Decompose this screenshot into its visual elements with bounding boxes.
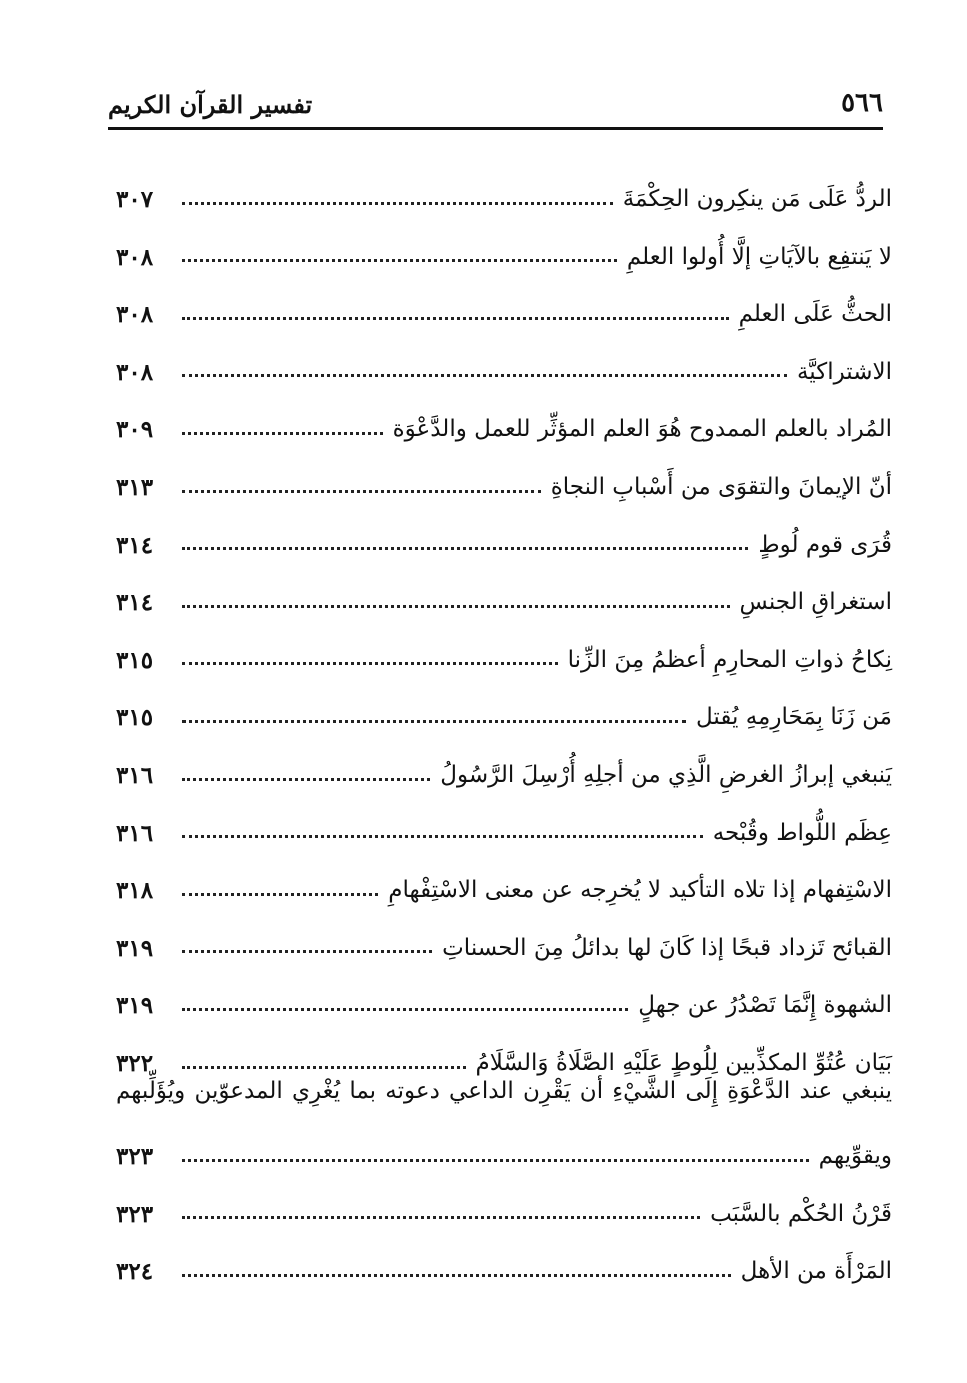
toc-entry-title: أنّ الإيمانَ والتقوَى من أَسْبابِ النجاةِ	[550, 473, 892, 500]
table-of-contents	[116, 156, 892, 1286]
toc-entry	[116, 444, 892, 502]
dot-leader	[182, 317, 729, 320]
toc-entry-multiline	[116, 1078, 892, 1171]
dot-leader	[182, 547, 748, 550]
toc-entry-title: القبائح تَزداد قبحًا إذا كَانَ لها بدائلُ مِنَ الحسناتِ	[442, 934, 892, 961]
dot-leader	[182, 950, 432, 953]
toc-entry-title: عِظَم اللُّواط وقُبْحه	[712, 819, 892, 846]
toc-entry-page: ٣٢٢	[116, 1049, 154, 1077]
toc-entry-page: ٣١٩	[116, 934, 154, 962]
toc-entry	[116, 790, 892, 848]
toc-entry-page: ٣١٥	[116, 704, 154, 732]
toc-entry	[116, 962, 892, 1020]
toc-entry-text-block	[116, 1078, 892, 1171]
toc-entry	[116, 847, 892, 905]
dot-leader	[182, 202, 613, 205]
toc-entry	[116, 1228, 892, 1286]
toc-entry-page: ٣٢٣	[116, 1142, 154, 1170]
toc-entry-title: الحثُّ عَلَى العلمِ	[738, 301, 892, 328]
toc-entry	[116, 559, 892, 617]
dot-leader	[182, 1066, 466, 1069]
toc-entry-page: ٣٢٤	[116, 1258, 154, 1286]
toc-entry	[116, 1020, 892, 1078]
toc-entry	[116, 905, 892, 963]
toc-entry-page: ٣٠٩	[116, 416, 154, 444]
header-rule	[108, 127, 883, 130]
toc-entry-title: استغراقِ الجنسِ	[739, 589, 892, 616]
toc-entry	[116, 271, 892, 329]
toc-entry-title: بَيَان عُتُوِّ المكذِّبين لِلُوطٍ عَلَيْهِ الصَّلَاةُ وَالسَّلَامُ	[475, 1049, 892, 1076]
toc-entry-title: الاسْتِفهام إذا تلاه التأكيد لا يُخرِجه عن معنى الاسْتِفْهامِ	[388, 877, 892, 904]
toc-entry-title-line2: ويقوِّيهم	[818, 1142, 892, 1169]
toc-entry-page: ٣٠٨	[116, 358, 154, 386]
toc-entry-page: ٣١٩	[116, 992, 154, 1020]
toc-entry	[116, 617, 892, 675]
toc-entry	[116, 156, 892, 214]
toc-entry-page: ٣١٣	[116, 473, 154, 501]
toc-entry-title: لا يَنتفِع بالآيَاتِ إلَّا أُولوا العلمِ	[626, 243, 892, 270]
dot-leader	[182, 1159, 809, 1162]
dot-leader	[182, 1008, 628, 1011]
toc-entry-page: ٣٢٣	[116, 1200, 154, 1228]
page-header	[108, 88, 883, 126]
toc-entry-page: ٣١٥	[116, 646, 154, 674]
toc-entry-title: الردُّ عَلَى مَن ينكِرون الحِكْمَةَ	[622, 186, 892, 212]
toc-entry-page: ٣١٦	[116, 761, 154, 789]
dot-leader	[182, 720, 686, 723]
toc-entry-line2	[116, 1143, 892, 1171]
dot-leader	[182, 835, 703, 838]
toc-entry	[116, 214, 892, 272]
dot-leader	[182, 662, 558, 665]
toc-entry-page: ٣٠٨	[116, 243, 154, 271]
toc-entry-title: قَرْنُ الحُكْم بالسَّبَب	[710, 1200, 892, 1227]
toc-entry-title: الشهوة إِنَّمَا تَصْدُرُ عن جهلٍ	[638, 992, 892, 1019]
toc-entry	[116, 386, 892, 444]
toc-entry-page: ٣٠٧	[116, 186, 154, 213]
toc-entry-title: المَرْأَة من الأهل	[740, 1258, 892, 1285]
toc-entry-page: ٣١٦	[116, 819, 154, 847]
toc-entry	[116, 502, 892, 560]
toc-entry-title: مَن زَنَا بِمَحَارِمِهِ يُقتل	[696, 704, 892, 731]
toc-entry-page: ٣١٤	[116, 531, 154, 559]
dot-leader	[182, 778, 430, 781]
dot-leader	[182, 893, 378, 896]
dot-leader	[182, 1216, 700, 1219]
toc-entry-page: ٣١٤	[116, 589, 154, 617]
toc-entry	[116, 329, 892, 387]
toc-entry-title: قُرَى قوم لُوطٍ	[758, 531, 892, 558]
book-title: تفسير القرآن الكريم	[108, 90, 313, 119]
dot-leader	[182, 259, 617, 262]
toc-entry-title: نِكاحُ ذواتِ المحارِمِ أعظمُ مِنَ الزِّنا	[567, 646, 892, 673]
toc-entry	[116, 674, 892, 732]
toc-entry	[116, 1171, 892, 1229]
toc-entry-title: يَنبغي إبرازُ الغرضِ الَّذِي من أجلِهِ أُرْسِلَ الرَّسُولُ	[440, 761, 892, 788]
page-number: ٥٦٦	[841, 88, 883, 118]
dot-leader	[182, 432, 383, 435]
dot-leader	[182, 1274, 731, 1277]
toc-entry-title-line1: ينبغي عند الدَّعْوَةِ إِلَى الشَّيْءِ أن يَقْرِن الداعي دعوته بما يُغْرِي المدعوّين ويُؤَلِّبهم	[116, 1077, 892, 1104]
dot-leader	[182, 490, 541, 493]
toc-entry-title: الاشتراكيَّة	[796, 358, 892, 385]
toc-entry	[116, 732, 892, 790]
toc-entry-page: ٣٠٨	[116, 301, 154, 329]
dot-leader	[182, 374, 787, 377]
toc-entry-page: ٣١٨	[116, 877, 154, 905]
toc-entry-title: المُراد بالعلم الممدوح هُوَ العلم المؤثِّر للعمل والدَّعْوَة	[392, 416, 892, 443]
dot-leader	[182, 605, 730, 608]
